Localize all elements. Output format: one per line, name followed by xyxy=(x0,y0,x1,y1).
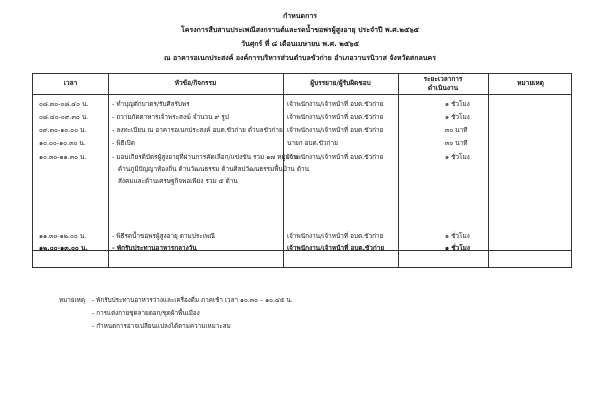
row-time: ๐๘.๓๐-๐๘.๔๐ น. xyxy=(39,100,89,108)
note-line: - การแต่งกายชุดลายดอก/ชุดผ้าพื้นเมือง xyxy=(92,310,200,317)
row-activity: - ลงทะเบียน ณ อาคารอเนกประสงค์ อบต.ขัวก่าย ตำบลขัวก่าย xyxy=(112,126,283,134)
row-activity-cont: ด้านภูมิปัญญาท้องถิ่น ด้านวัฒนธรรม ด้านศิลปวัฒนธรรมพื้นบ้าน ด้าน xyxy=(118,165,309,173)
header-duration-line2: ดำเนินงาน xyxy=(427,84,459,92)
row-responsible: เจ้าพนักงาน/เจ้าหน้าที่ อบต.ขัวก่าย xyxy=(287,244,385,252)
column-divider xyxy=(108,74,109,267)
header-responsible: ผู้บรรยาย/ผู้รับผิดชอบ xyxy=(310,79,371,87)
row-activity: - พักรับประทานอาหารกลางวัน xyxy=(112,244,197,252)
row-activity: - มอบเกียรติบัตรผู้สูงอายุที่ผ่านการคัดเลือก/แข่งขัน รวม ๑๗ หมู่บ้าน xyxy=(112,153,298,161)
note-line: - พักรับประทานอาหารว่างและเครื่องดื่ม ภาคเช้า เวลา ๑๐.๓๐ – ๑๐.๔๕ น. xyxy=(92,297,293,304)
row-activity: - พิธีเปิด xyxy=(112,139,135,147)
row-responsible: นายก อบต.ขัวก่าย xyxy=(287,139,338,147)
row-responsible: เจ้าพนักงาน/เจ้าหน้าที่ อบต.ขัวก่าย xyxy=(287,232,384,240)
row-responsible: เจ้าพนักงาน/เจ้าหน้าที่ อบต.ขัวก่าย xyxy=(287,113,384,121)
event-date: วันศุกร์ ที่ ๘ เดือนเมษายน พ.ศ. ๒๕๖๕ xyxy=(241,40,359,48)
row-duration: ๑ ชั่วโมง xyxy=(445,153,470,161)
row-responsible: เจ้าพนักงาน/เจ้าหน้าที่ อบต.ขัวก่าย xyxy=(287,100,384,108)
row-time: ๑๒.๐๐-๑๓.๐๐ น. xyxy=(39,244,88,252)
row-activity: - พิธีรดน้ำขอพรผู้สูงอายุ ตามประเพณี xyxy=(112,232,216,240)
row-activity-cont: สังคมและด้านเศรษฐกิจพอเพียง รวม ๕ ด้าน xyxy=(118,177,238,185)
column-divider xyxy=(398,74,399,267)
schedule-table xyxy=(32,73,572,268)
header-divider xyxy=(33,94,571,95)
row-activity: - ถวายภัตตาหารเจ้าพระสงฆ์ จำนวน ๙ รูป xyxy=(112,113,229,121)
row-duration: ๑ ชั่วโมง xyxy=(445,113,470,121)
project-title: โครงการสืบสานประเพณีสงกรานต์และรดน้ำขอพรผู้สูงอายุ ประจำปี พ.ศ.๒๕๖๕ xyxy=(181,26,419,34)
row-duration: ๓๐ นาที xyxy=(445,126,468,134)
row-responsible: เจ้าพนักงาน/เจ้าหน้าที่ อบต.ขัวก่าย xyxy=(287,126,384,134)
header-duration: ระยะเวลาการ xyxy=(423,75,463,83)
row-time: ๐๘.๔๐-๐๙.๓๐ น. xyxy=(39,113,89,121)
row-time: ๑๑.๓๐-๑๒.๐๐ น. xyxy=(39,232,87,240)
row-time: ๑๐.๐๐-๑๐.๓๐ น. xyxy=(39,139,86,147)
row-time: ๑๐.๓๐-๑๑.๓๐ น. xyxy=(39,153,87,161)
note-line: - กำหนดการอาจเปลี่ยนแปลงได้ตามความเหมาะสม xyxy=(92,323,231,330)
row-duration: ๓๐ นาที xyxy=(445,139,468,147)
row-duration: ๑ ชั่วโมง xyxy=(445,232,470,240)
row-duration: ๑ ชั่วโมง xyxy=(445,244,470,252)
header-time: เวลา xyxy=(63,79,78,87)
row-duration: ๑ ชั่วโมง xyxy=(445,100,470,108)
row-activity: - ทำบุญตักบาตร/รับศีลรับพร xyxy=(112,100,190,108)
event-venue: ณ อาคารอเนกประสงค์ องค์การบริหารส่วนตำบลขัวก่าย อำเภอวานรนิวาส จังหวัดสกลนคร xyxy=(164,54,436,62)
header-activity: หัวข้อ/กิจกรรม xyxy=(174,79,217,87)
header-remarks: หมายเหตุ xyxy=(517,79,544,87)
row-responsible: เจ้าพนักงาน/เจ้าหน้าที่ อบต.ขัวก่าย xyxy=(287,153,384,161)
doc-title: กำหนดการ xyxy=(282,12,318,20)
notes-label: หมายเหตุ xyxy=(59,297,85,304)
column-divider xyxy=(488,74,489,267)
row-time: ๐๙.๓๐-๑๐.๐๐ น. xyxy=(39,126,87,134)
